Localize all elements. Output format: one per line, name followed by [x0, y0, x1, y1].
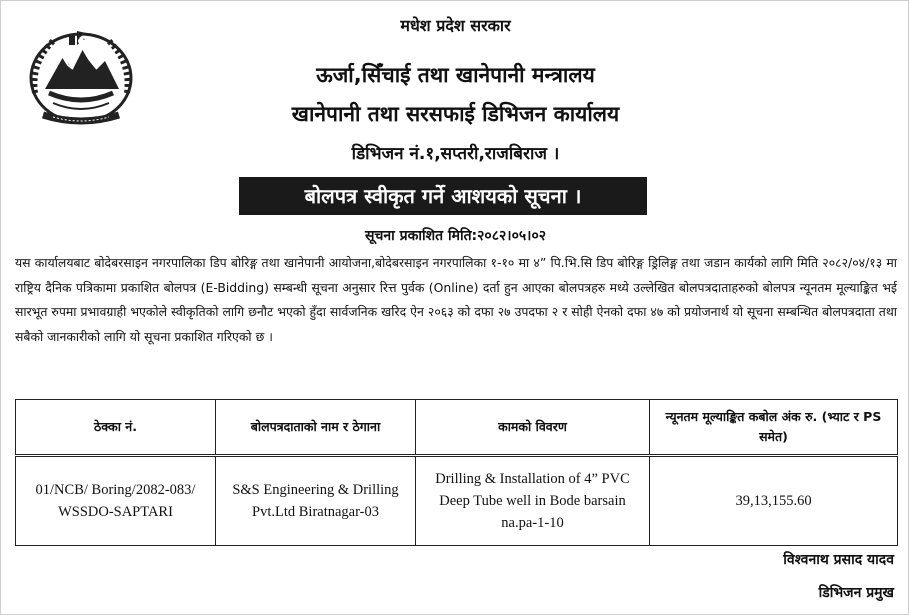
table-row — [16, 456, 898, 546]
notice-title: बोलपत्र स्वीकृत गर्ने आशयको सूचना । — [239, 177, 647, 215]
government-name: मधेश प्रदेश सरकार — [400, 16, 511, 35]
signatory-title: डिभिजन प्रमुख — [818, 585, 894, 601]
cell-bidder: S&S Engineering & Drilling Pvt.Ltd Biratnagar-03 — [216, 456, 416, 546]
cell-contract-no: 01/NCB/ Boring/2082-083/ WSSDO-SAPTARI — [16, 456, 216, 546]
cell-description: Drilling & Installation of 4” PVC Deep Tube well in Bode barsain na.pa-1-10 — [416, 456, 650, 546]
ministry-name: ऊर्जा,सिँचाई तथा खानेपानी मन्त्रालय — [316, 63, 595, 87]
header-contract-no: ठेक्का नं. — [16, 400, 216, 456]
notice-body: यस कार्यालयबाट बोदेबरसाइन नगरपालिका डिप बोरिङ्ग तथा खानेपानी आयोजना,बोदेबरसाइन नगरपालिका १-१० मा ४” पि.भि.सि डिप बोरिङ्ग ड्रिलिङ्ग तथा जडान कार्यको लागि मिति २०८२/०४/१३ मा राष्ट्रिय दैनिक पत्रिकामा प्रकाशित बोलपत्र (E-Bidding) सम्बन्धी सूचना अनुसार रित्त पुर्वक (Online) दर्ता हुन आएका बोलपत्रहरु मध्ये उल्लेखित बोलपत्रदाताहरुको बोलपत्र न्यूनतम मूल्याङ्कित भई सारभूत रुपमा प्रभावग्राही भएकोले स्वीकृतिको लागि छनौट भएको हुँदा सार्वजनिक खरिद ऐन २०६३ को दफा २७ उपदफा २ र सोही ऐनको दफा ४७ को प्रयोजनार्थ यो सूचना सम्बन्धित बोलपत्रदाता तथा सबैको जानकारीको लागि यो सूचना प्रकाशित गरिएको छ । — [15, 255, 897, 344]
header-amount: न्यूनतम मूल्याङ्कित कबोल अंक रु. (भ्याट र PS समेत) — [650, 400, 898, 456]
signatory-name: विश्वनाथ प्रसाद यादव — [783, 552, 894, 568]
header-bidder: बोलपत्रदाताको नाम र ठेगाना — [216, 400, 416, 456]
bid-table — [15, 399, 898, 546]
published-date: सूचना प्रकाशित मिति:२०८२।०५।०२ — [364, 228, 547, 244]
table-header-row — [16, 400, 898, 456]
header-description: कामको विवरण — [416, 400, 650, 456]
office-name: खानेपानी तथा सरसफाई डिभिजन कार्यालय — [291, 102, 620, 126]
cell-amount: 39,13,155.60 — [650, 456, 898, 546]
office-address: डिभिजन नं.१,सप्तरी,राजबिराज । — [351, 144, 560, 164]
